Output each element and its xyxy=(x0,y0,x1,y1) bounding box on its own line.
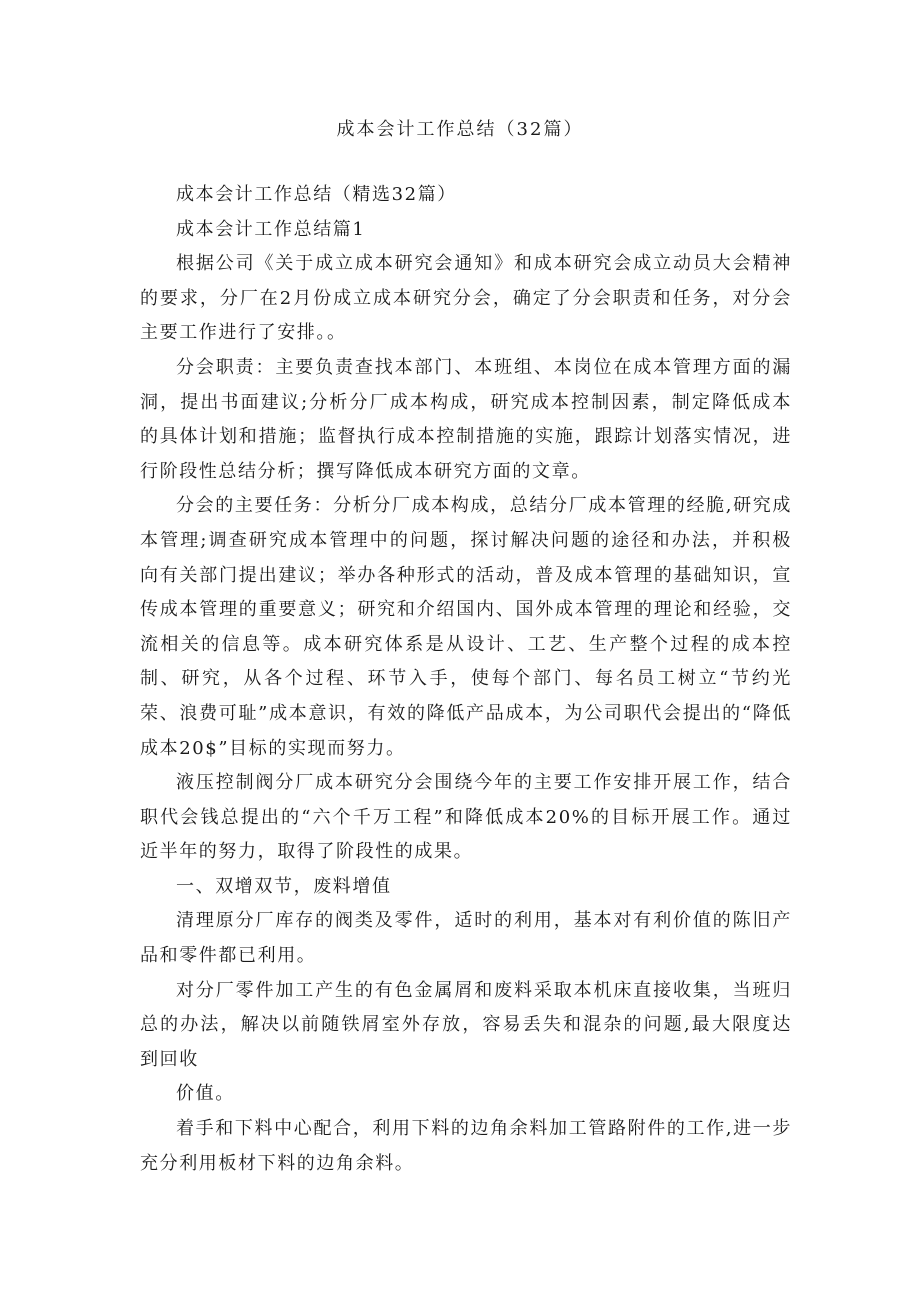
section-heading: 成本会计工作总结篇1 xyxy=(176,218,366,240)
paragraph: 清理原分厂库存的阀类及零件，适时的利用，基本对有利价值的陈旧产品和零件都已利用。 xyxy=(140,910,792,967)
document-title: 成本会计工作总结（32篇） xyxy=(336,119,584,140)
section-heading: 一、双增双节，废料增值 xyxy=(176,875,392,897)
paragraph: 对分厂零件加工产生的有色金属屑和废料采取本机床直接收集，当班归总的办法，解决以前随铁屑室外存放，容易丢失和混杂的问题,最大限度达到回收 xyxy=(140,979,792,1070)
paragraph: 根据公司《关于成立成本研究会通知》和成本研究会成立动员大会精神的要求，分厂在2月份成立成本研究分会，确定了分会职责和任务，对分会主要工作进行了安排。。 xyxy=(140,253,792,344)
paragraph: 价值。 xyxy=(176,1083,235,1105)
paragraph: 着手和下料中心配合，利用下料的边角余料加工管路附件的工作,进一步充分利用板材下料的边角余料。 xyxy=(140,1118,792,1174)
subtitle-line: 成本会计工作总结（精选32篇） xyxy=(176,184,457,205)
paragraph: 分会的主要任务：分析分厂成本构成，总结分厂成本管理的经脆,研究成本管理;调查研究成本管理中的问题，探讨解决问题的途径和办法，并积极向有关部门提出建议；举办各种形式的活动，普及成本管理的基础知识，宣传成本管理的重要意义；研究和介绍国内、国外成本管理的理论和经验，交流相关的信息等。成本研究体系是从设计、工艺、生产整个过程的成本控制、研究，从各个过程、环节入手，使每个部门、每名员工树立“节约光荣、浪费可耻”成本意识，有效的降低产品成本，为公司职代会提出的“降低成本20$”目标的实现而努力。 xyxy=(140,495,792,759)
paragraph: 分会职责：主要负责查找本部门、本班组、本岗位在成本管理方面的漏洞，提出书面建议;分析分厂成本构成，研究成本控制因素，制定降低成本的具体计划和措施；监督执行成本控制措施的实施，跟踪计划落实情况，进行阶段性总结分析；撰写降低成本研究方面的文章。 xyxy=(140,356,792,482)
paragraph: 液压控制阀分厂成本研究分会围绕今年的主要工作安排开展工作，结合职代会钱总提出的“六个千万工程”和降低成本20%的目标开展工作。通过近半年的努力，取得了阶段性的成果。 xyxy=(140,772,792,863)
document-body xyxy=(140,178,792,1181)
